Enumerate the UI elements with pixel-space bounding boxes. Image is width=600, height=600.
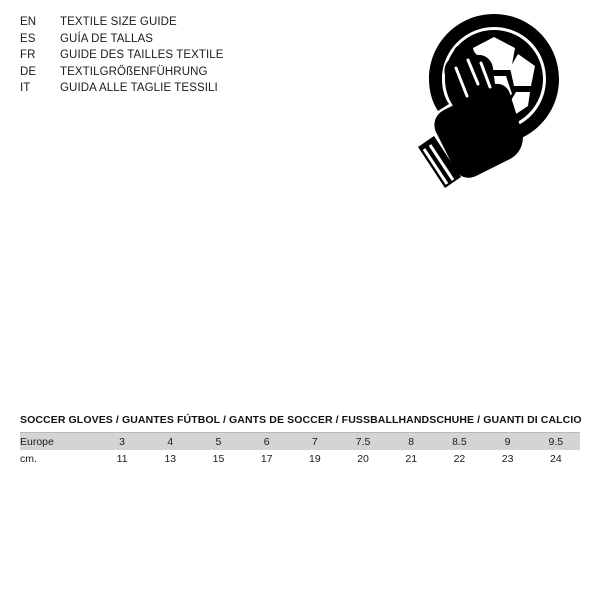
- cell-cm-6: 21: [387, 450, 435, 467]
- legend-row-fr: [20, 47, 224, 64]
- cell-cm-8: 23: [484, 450, 532, 467]
- cell-cm-7: 22: [435, 450, 483, 467]
- cell-cm-5: 20: [339, 450, 387, 467]
- size-table-title: SOCCER GLOVES / GUANTES FÚTBOL / GANTS DE SOCCER / FUSSBALLHANDSCHUHE / GUANTI DI CALCIO: [20, 414, 582, 426]
- cell-europe-7: 8.5: [435, 433, 483, 450]
- cell-cm-1: 13: [146, 450, 194, 467]
- legend-row-en: [20, 14, 224, 31]
- cell-cm-9: 24: [532, 450, 580, 467]
- cell-europe-9: 9.5: [532, 433, 580, 450]
- legend-code-en: EN: [20, 16, 37, 28]
- cell-europe-0: 3: [98, 433, 146, 450]
- legend-text-it: GUIDA ALLE TAGLIE TESSILI: [60, 82, 218, 94]
- cell-europe-8: 9: [484, 433, 532, 450]
- row-label-cm: cm.: [20, 450, 98, 467]
- legend-row-de: [20, 64, 224, 81]
- cell-europe-5: 7.5: [339, 433, 387, 450]
- cell-europe-4: 7: [291, 433, 339, 450]
- cell-cm-0: 11: [98, 450, 146, 467]
- language-legend: [20, 14, 224, 97]
- legend-row-es: [20, 31, 224, 48]
- cell-europe-6: 8: [387, 433, 435, 450]
- size-table: [20, 433, 580, 467]
- cell-cm-2: 15: [194, 450, 242, 467]
- cell-europe-1: 4: [146, 433, 194, 450]
- cell-cm-4: 19: [291, 450, 339, 467]
- legend-code-de: DE: [20, 65, 37, 78]
- legend-row-it: [20, 80, 224, 97]
- legend-code-es: ES: [20, 32, 36, 45]
- cell-cm-3: 17: [243, 450, 291, 467]
- goalkeeper-glove-and-ball-icon: [398, 8, 590, 193]
- size-table-block: [20, 414, 580, 467]
- cell-europe-3: 6: [243, 433, 291, 450]
- legend-text-en: TEXTILE SIZE GUIDE: [60, 16, 177, 28]
- cell-europe-2: 5: [194, 433, 242, 450]
- legend-text-es: GUÍA DE TALLAS: [60, 32, 154, 45]
- table-row: [20, 450, 580, 467]
- legend-code-fr: FR: [20, 49, 36, 61]
- row-label-europe: Europe: [20, 433, 98, 450]
- table-row: [20, 433, 580, 450]
- glove-ball-illustration: [398, 8, 590, 193]
- legend-text-de: TEXTILGRÖßENFÜHRUNG: [60, 65, 208, 78]
- legend-code-it: IT: [20, 82, 31, 94]
- legend-text-fr: GUIDE DES TAILLES TEXTILE: [60, 49, 224, 61]
